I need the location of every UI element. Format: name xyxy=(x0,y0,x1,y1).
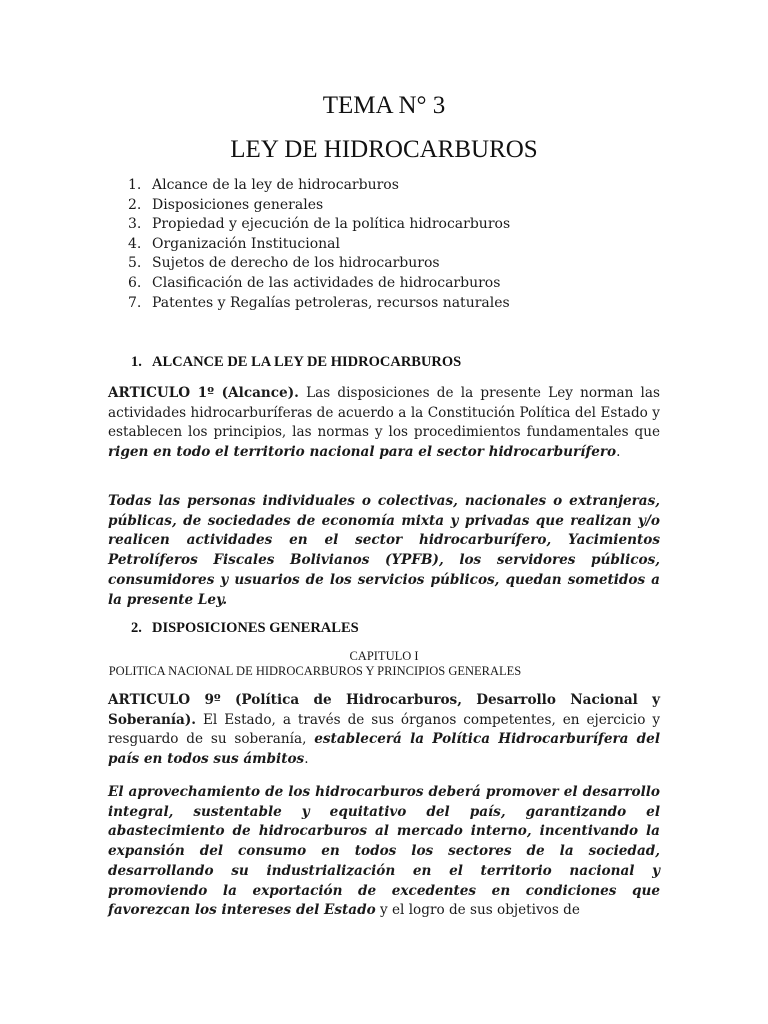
toc-item-label: Propiedad y ejecución de la política hidrocarburos xyxy=(152,216,511,233)
table-of-contents xyxy=(128,176,510,313)
toc-item-number: 3. xyxy=(128,216,142,233)
toc-item-label: Organización Institucional xyxy=(152,235,340,252)
document-subtitle: LEY DE HIDROCARBUROS xyxy=(230,136,538,163)
toc-item xyxy=(128,254,510,274)
article-lead: ARTICULO 9º (Política de Hidrocarburos, Desarrollo Nacional y Soberanía). xyxy=(108,692,660,728)
toc-item-label: Clasificación de las actividades de hidrocarburos xyxy=(152,274,501,291)
toc-item xyxy=(128,294,510,314)
toc-item-label: Disposiciones generales xyxy=(152,196,324,213)
toc-item xyxy=(128,235,510,255)
article-emphasis: El aprovechamiento de los hidrocarburos deberá promover el desarrollo integral, sustentable y equitativo del país, garantizando el abastecimiento de hidrocarburos al mercado interno, incentivando la expansión del consumo en todos los sectores de la sociedad, desarrollando su industrialización en el territorio nacional y promoviendo la exportación de excedentes en condiciones que favorezcan los intereses del Estado xyxy=(108,784,660,919)
section-heading-text: DISPOSICIONES GENERALES xyxy=(152,620,359,636)
toc-item-number: 2. xyxy=(128,196,142,213)
scope-subjects-paragraph: Todas las personas individuales o colectivas, nacionales o extranjeras, públicas, de sociedades de economía mixta y privadas que realizan y/o realicen actividades en el sector hidrocarburífero, Yacimientos Petrolíferos Fiscales Bolivianos (YPFB), los servidores públicos, consumidores y usuarios de los servicios públicos, quedan sometidos a la presente Ley. xyxy=(108,493,660,608)
article-text: El Estado, a través de sus órganos competentes, en ejercicio y resguardo de su soberanía, xyxy=(108,711,660,748)
toc-item xyxy=(128,274,510,294)
section-heading-alcance xyxy=(131,354,461,371)
article-text: Las disposiciones de la presente Ley norman las actividades hidrocarburíferas de acuerdo a la Constitución Política del Estado y establecen los principios, las normas y los procedimientos fundamentales que xyxy=(108,385,660,441)
document-title: TEMA N° 3 xyxy=(322,92,446,119)
toc-item-number: 7. xyxy=(128,294,142,311)
toc-item-number: 4. xyxy=(128,235,142,252)
article-9-paragraph xyxy=(108,691,660,770)
section-heading-disposiciones xyxy=(131,620,359,637)
section-number: 1. xyxy=(131,354,142,370)
toc-item xyxy=(128,176,510,196)
article-1-paragraph xyxy=(108,384,660,463)
chapter-title: POLITICA NACIONAL DE HIDROCARBUROS Y PRINCIPIOS GENERALES xyxy=(108,664,522,678)
article-emphasis: establecerá la Política Hidrocarburífera del país en todos sus ámbitos xyxy=(108,731,660,768)
toc-item xyxy=(128,215,510,235)
article-lead: ARTICULO 1º (Alcance). xyxy=(108,385,299,401)
article-tail: . xyxy=(304,751,309,768)
toc-item-label: Alcance de la ley de hidrocarburos xyxy=(152,177,399,193)
hydrocarbon-use-paragraph xyxy=(108,783,660,921)
toc-item-number: 1. xyxy=(128,177,142,193)
article-text: y el logro de sus objetivos de xyxy=(375,902,580,919)
toc-item-number: 5. xyxy=(128,255,142,272)
article-emphasis: rigen en todo el territorio nacional para el sector hidrocarburífero xyxy=(108,444,617,461)
toc-item-label: Sujetos de derecho de los hidrocarburos xyxy=(152,255,440,272)
toc-item-label: Patentes y Regalías petroleras, recursos naturales xyxy=(152,294,510,311)
toc-item-number: 6. xyxy=(128,274,142,291)
toc-item xyxy=(128,196,510,216)
section-heading-text: ALCANCE DE LA LEY DE HIDROCARBUROS xyxy=(152,354,462,370)
chapter-label: CAPITULO I xyxy=(349,649,419,663)
section-number: 2. xyxy=(131,620,142,636)
article-tail: . xyxy=(616,444,621,461)
